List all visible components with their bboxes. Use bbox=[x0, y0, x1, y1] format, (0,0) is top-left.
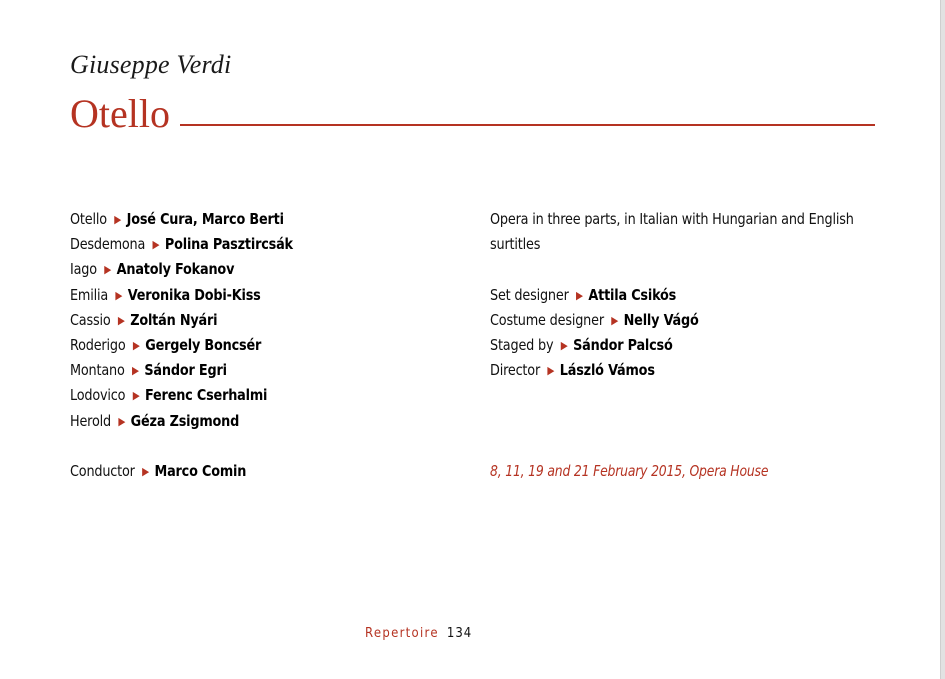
cast-name: Anatoly Fokanov bbox=[116, 260, 235, 279]
cast-row bbox=[70, 283, 420, 308]
cast-column bbox=[70, 207, 420, 484]
bullet-arrow-icon: ▶ bbox=[132, 389, 140, 403]
cast-role: Emilia bbox=[70, 285, 109, 304]
cast-role: Herold bbox=[70, 411, 111, 430]
spacer bbox=[70, 434, 420, 459]
creative-name: Attila Csikós bbox=[588, 285, 677, 304]
cast-role: Lodovico bbox=[70, 386, 126, 405]
spacer bbox=[490, 383, 876, 408]
cast-row bbox=[70, 232, 420, 257]
cast-name: Géza Zsigmond bbox=[130, 411, 240, 430]
cast-row bbox=[70, 308, 420, 333]
creative-name: László Vámos bbox=[559, 361, 655, 380]
bullet-arrow-icon: ▶ bbox=[114, 213, 122, 226]
bullet-arrow-icon: ▶ bbox=[576, 288, 583, 302]
cast-row bbox=[70, 207, 420, 232]
creative-row bbox=[490, 358, 876, 383]
title-rule bbox=[180, 124, 875, 126]
cast-row bbox=[70, 333, 420, 358]
cast-name: Zoltán Nyári bbox=[130, 310, 218, 329]
cast-name: Veronika Dobi-Kiss bbox=[127, 285, 261, 304]
bullet-arrow-icon: ▶ bbox=[118, 414, 126, 428]
title-row bbox=[70, 92, 875, 136]
page-edge bbox=[940, 0, 945, 679]
cast-name: Ferenc Cserhalmi bbox=[145, 386, 268, 405]
page-footer bbox=[365, 626, 472, 641]
creative-role: Director bbox=[490, 361, 541, 380]
bullet-arrow-icon: ▶ bbox=[104, 263, 112, 277]
production-description: Opera in three parts, in Italian with Hungarian and English surtitles bbox=[490, 210, 854, 254]
bullet-arrow-icon: ▶ bbox=[611, 313, 619, 327]
page-number: 134 bbox=[446, 626, 473, 641]
cast-role: Montano bbox=[70, 361, 125, 380]
spacer bbox=[490, 434, 876, 459]
creative-name: Nelly Vágó bbox=[623, 310, 699, 329]
cast-role: Cassio bbox=[70, 310, 111, 329]
creative-row bbox=[490, 308, 876, 333]
footer-section-label: Repertoire bbox=[365, 626, 439, 641]
cast-row bbox=[70, 257, 420, 282]
bullet-arrow-icon: ▶ bbox=[132, 338, 140, 352]
cast-name: Sándor Egri bbox=[144, 361, 227, 380]
bullet-arrow-icon: ▶ bbox=[117, 313, 125, 327]
creative-row bbox=[490, 333, 876, 358]
bullet-arrow-icon: ▶ bbox=[560, 338, 568, 352]
cast-role: Iago bbox=[70, 260, 97, 279]
cast-role: Desdemona bbox=[70, 235, 146, 254]
cast-row bbox=[70, 409, 420, 434]
opera-title: Otello bbox=[70, 91, 170, 136]
bullet-arrow-icon: ▶ bbox=[152, 238, 160, 252]
conductor-row bbox=[70, 459, 420, 484]
cast-row bbox=[70, 358, 420, 383]
creative-role: Set designer bbox=[490, 285, 569, 304]
creative-role: Costume designer bbox=[490, 310, 604, 329]
performance-dates: 8, 11, 19 and 21 February 2015, Opera House bbox=[490, 461, 769, 480]
bullet-arrow-icon: ▶ bbox=[142, 464, 149, 478]
cast-name: José Cura, Marco Berti bbox=[126, 210, 284, 228]
bullet-arrow-icon: ▶ bbox=[547, 364, 555, 378]
info-column bbox=[490, 207, 876, 484]
cast-role: Roderigo bbox=[70, 335, 126, 354]
creative-name: Sándor Palcsó bbox=[573, 335, 673, 354]
spacer bbox=[490, 257, 876, 282]
creative-role: Staged by bbox=[490, 335, 554, 354]
cast-name: Gergely Boncsér bbox=[145, 335, 262, 354]
bullet-arrow-icon: ▶ bbox=[131, 364, 139, 378]
cast-name: Polina Pasztircsák bbox=[164, 235, 293, 254]
cast-row bbox=[70, 383, 420, 408]
cast-role: Otello bbox=[70, 210, 107, 228]
conductor-role: Conductor bbox=[70, 461, 135, 480]
bullet-arrow-icon: ▶ bbox=[115, 288, 123, 302]
conductor-name: Marco Comin bbox=[154, 461, 247, 480]
composer-name: Giuseppe Verdi bbox=[70, 50, 232, 79]
spacer bbox=[490, 409, 876, 434]
creative-row bbox=[490, 283, 876, 308]
